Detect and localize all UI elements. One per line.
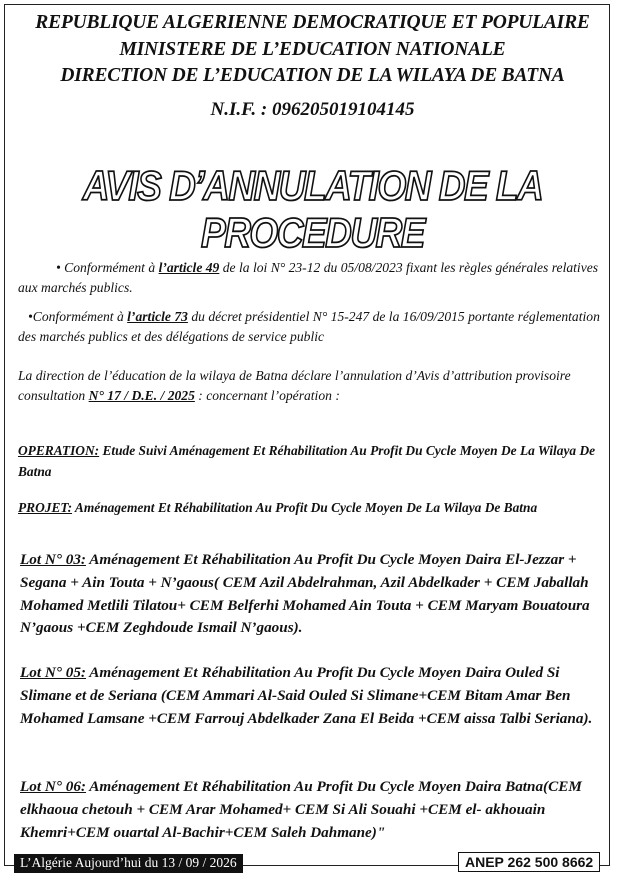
operation-text: Etude Suivi Aménagement Et Réhabilitation Au Profit Du Cycle Moyen De La Wilaya De Batna <box>18 443 596 479</box>
lot-03-text: Aménagement Et Réhabilitation Au Profit Du Cycle Moyen Daira El-Jezzar + Segana + Ain Touta + N’gaous( CEM Azil Abdelrahman, Azil Abdelkader + CEM Jaballah Mohamed Metlili Tilatou+ CEM Belferhi Mohamed Ain Touta + CEM Maryam Bouatoura N’gaous +CEM Zeghdoude Ismail N’gaous). <box>20 551 590 637</box>
republic-header: REPUBLIQUE ALGERIENNE DEMOCRATIQUE ET POPULAIRE <box>35 12 590 33</box>
lot-03-label: Lot N° 03: <box>20 551 86 568</box>
lot-05-text: Aménagement Et Réhabilitation Au Profit Du Cycle Moyen Daira Ouled Si Slimane et de Seriana (CEM Ammari Al-Said Ouled Si Slimane+CEM Bitam Amar Ben Mohamed Lamsane +CEM Farrouj Abdelkader Zana El Beida +CEM aissa Talbi Seriana). <box>20 664 593 727</box>
p3-post: : concernant l’opération : <box>194 387 340 403</box>
p2-pre: •Conformément à <box>28 309 128 324</box>
operation-label: OPERATION: <box>18 443 100 458</box>
lot-06-block <box>20 776 606 844</box>
paragraph-article-73 <box>18 307 606 346</box>
projet-label: PROJET: <box>18 500 73 515</box>
p1-post: de la loi N° 23-12 du 05/08/2023 fixant les règles générales relatives aux marchés publics. <box>18 260 599 295</box>
operation-block <box>18 440 606 482</box>
p2-post: du décret présidentiel N° 15-247 de la 16/09/2015 portante réglementation des marchés publics et des délégations de service public <box>18 309 600 344</box>
paragraph-article-49 <box>18 258 606 297</box>
anep-number: ANEP 262 500 8662 <box>458 852 600 872</box>
nif-number: N.I.F. : 096205019104145 <box>210 99 415 120</box>
lot-05-label: Lot N° 05: <box>20 664 86 681</box>
lot-03-block <box>20 549 606 640</box>
consultation-ref: N° 17 / D.E. / 2025 <box>88 387 195 403</box>
document-frame <box>4 4 610 866</box>
direction-header: DIRECTION DE L’EDUCATION DE LA WILAYA DE BATNA <box>60 65 565 86</box>
lot-06-text: Aménagement Et Réhabilitation Au Profit Du Cycle Moyen Daira Batna(CEM elkhaoua chetouh + CEM Arar Mohamed+ CEM Si Ali Souahi +CEM el- akhouain Khemri+CEM ouartal Al-Bachir+CEM Saleh Dahmane)" <box>20 778 582 841</box>
p3-pre: La direction de l’éducation de la wilaya de Batna déclare l’annulation d’Avis d’attribution provisoire consultation <box>18 368 571 403</box>
lot-06-label: Lot N° 06: <box>20 778 86 795</box>
page-title: AVIS D’ANNULATION DE LA PROCEDURE <box>82 162 543 256</box>
publication-source: L’Algérie Aujourd’hui du 13 / 09 / 2026 <box>14 854 243 873</box>
p1-pre: • Conformément à <box>56 260 159 275</box>
article-49-ref: l’article 49 <box>158 260 220 275</box>
article-73-ref: l’article 73 <box>127 309 188 324</box>
ministry-header: MINISTERE DE L’EDUCATION NATIONALE <box>119 39 506 60</box>
paragraph-declaration <box>18 366 606 405</box>
projet-block <box>18 498 606 518</box>
projet-text: Aménagement Et Réhabilitation Au Profit Du Cycle Moyen De La Wilaya De Batna <box>72 500 538 515</box>
lot-05-block <box>20 662 606 730</box>
